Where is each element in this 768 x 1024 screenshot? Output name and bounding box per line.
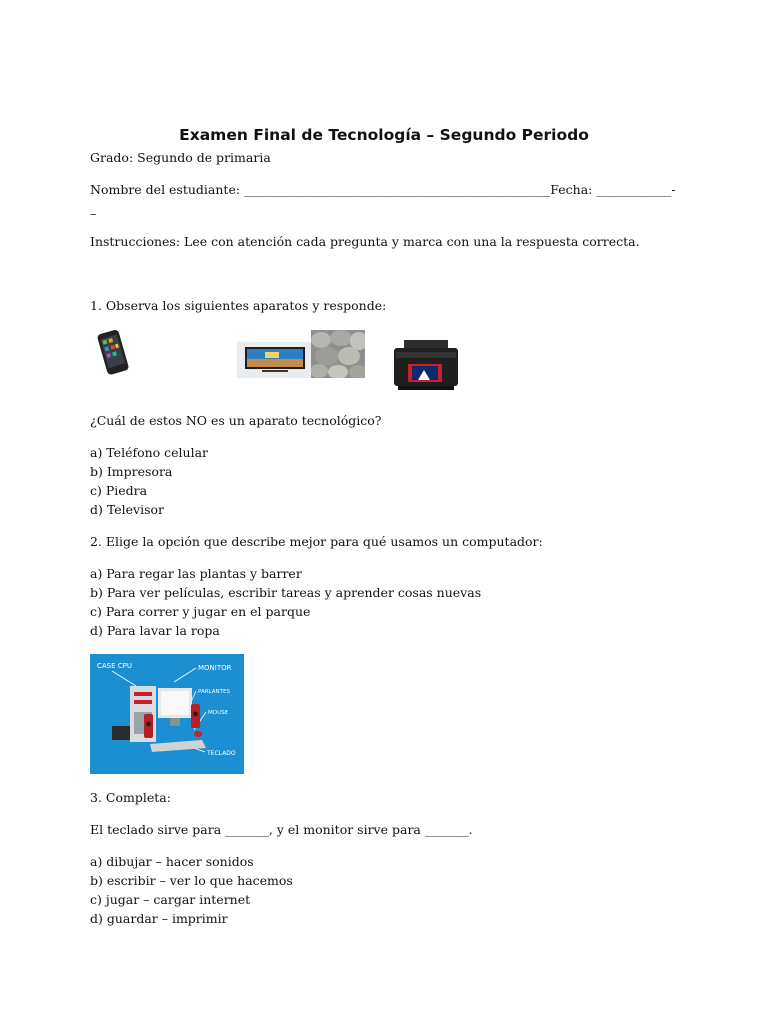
q1-option-d[interactable]: d) Televisor: [90, 502, 164, 517]
q2-prompt: 2. Elige la opción que describe mejor para qué usamos un computador:: [90, 534, 543, 549]
label-mouse: MOUSE: [208, 710, 229, 716]
q1-options: [90, 445, 208, 518]
grade-text: Grado: Segundo de primaria: [90, 150, 271, 165]
label-case-cpu: CASE CPU: [97, 662, 132, 670]
television-image: [237, 342, 311, 378]
label-parlantes: PARLANTES: [198, 689, 230, 695]
exam-title: Examen Final de Tecnología – Segundo Periodo: [179, 126, 589, 144]
q3-option-d[interactable]: d) guardar – imprimir: [90, 911, 228, 926]
q3-option-b[interactable]: b) escribir – ver lo que hacemos: [90, 873, 293, 888]
q2-option-b[interactable]: b) Para ver películas, escribir tareas y aprender cosas nuevas: [90, 585, 482, 600]
q3-prompt: 3. Completa:: [90, 790, 171, 805]
q3-option-a[interactable]: a) dibujar – hacer sonidos: [90, 854, 254, 869]
q1-prompt: 1. Observa los siguientes aparatos y responde:: [90, 298, 387, 313]
label-monitor: MONITOR: [198, 664, 232, 672]
printer-image: [388, 338, 462, 394]
q1-option-b[interactable]: b) Impresora: [90, 464, 173, 479]
q2-option-c[interactable]: c) Para correr y jugar en el parque: [90, 604, 311, 619]
student-name-line-cont: –: [90, 206, 97, 221]
label-teclado: TECLADO: [207, 750, 236, 757]
q2-option-a[interactable]: a) Para regar las plantas y barrer: [90, 566, 302, 581]
q1-option-a[interactable]: a) Teléfono celular: [90, 445, 209, 460]
student-name-line: Nombre del estudiante: _________________________________________________Fecha: ____________-: [90, 182, 676, 197]
computer-parts-diagram: [90, 654, 244, 774]
q2-options: [90, 566, 481, 639]
cellphone-image: [90, 328, 138, 376]
q3-options: [90, 854, 293, 927]
q3-sentence: El teclado sirve para _______, y el monitor sirve para _______.: [90, 822, 473, 837]
q1-option-c[interactable]: c) Piedra: [90, 483, 148, 498]
q1-question: ¿Cuál de estos NO es un aparato tecnológico?: [90, 413, 382, 428]
instructions-text: Instrucciones: Lee con atención cada pregunta y marca con una la respuesta correcta.: [90, 234, 640, 249]
q3-option-c[interactable]: c) jugar – cargar internet: [90, 892, 251, 907]
rocks-image: [311, 330, 365, 378]
q2-option-d[interactable]: d) Para lavar la ropa: [90, 623, 220, 638]
